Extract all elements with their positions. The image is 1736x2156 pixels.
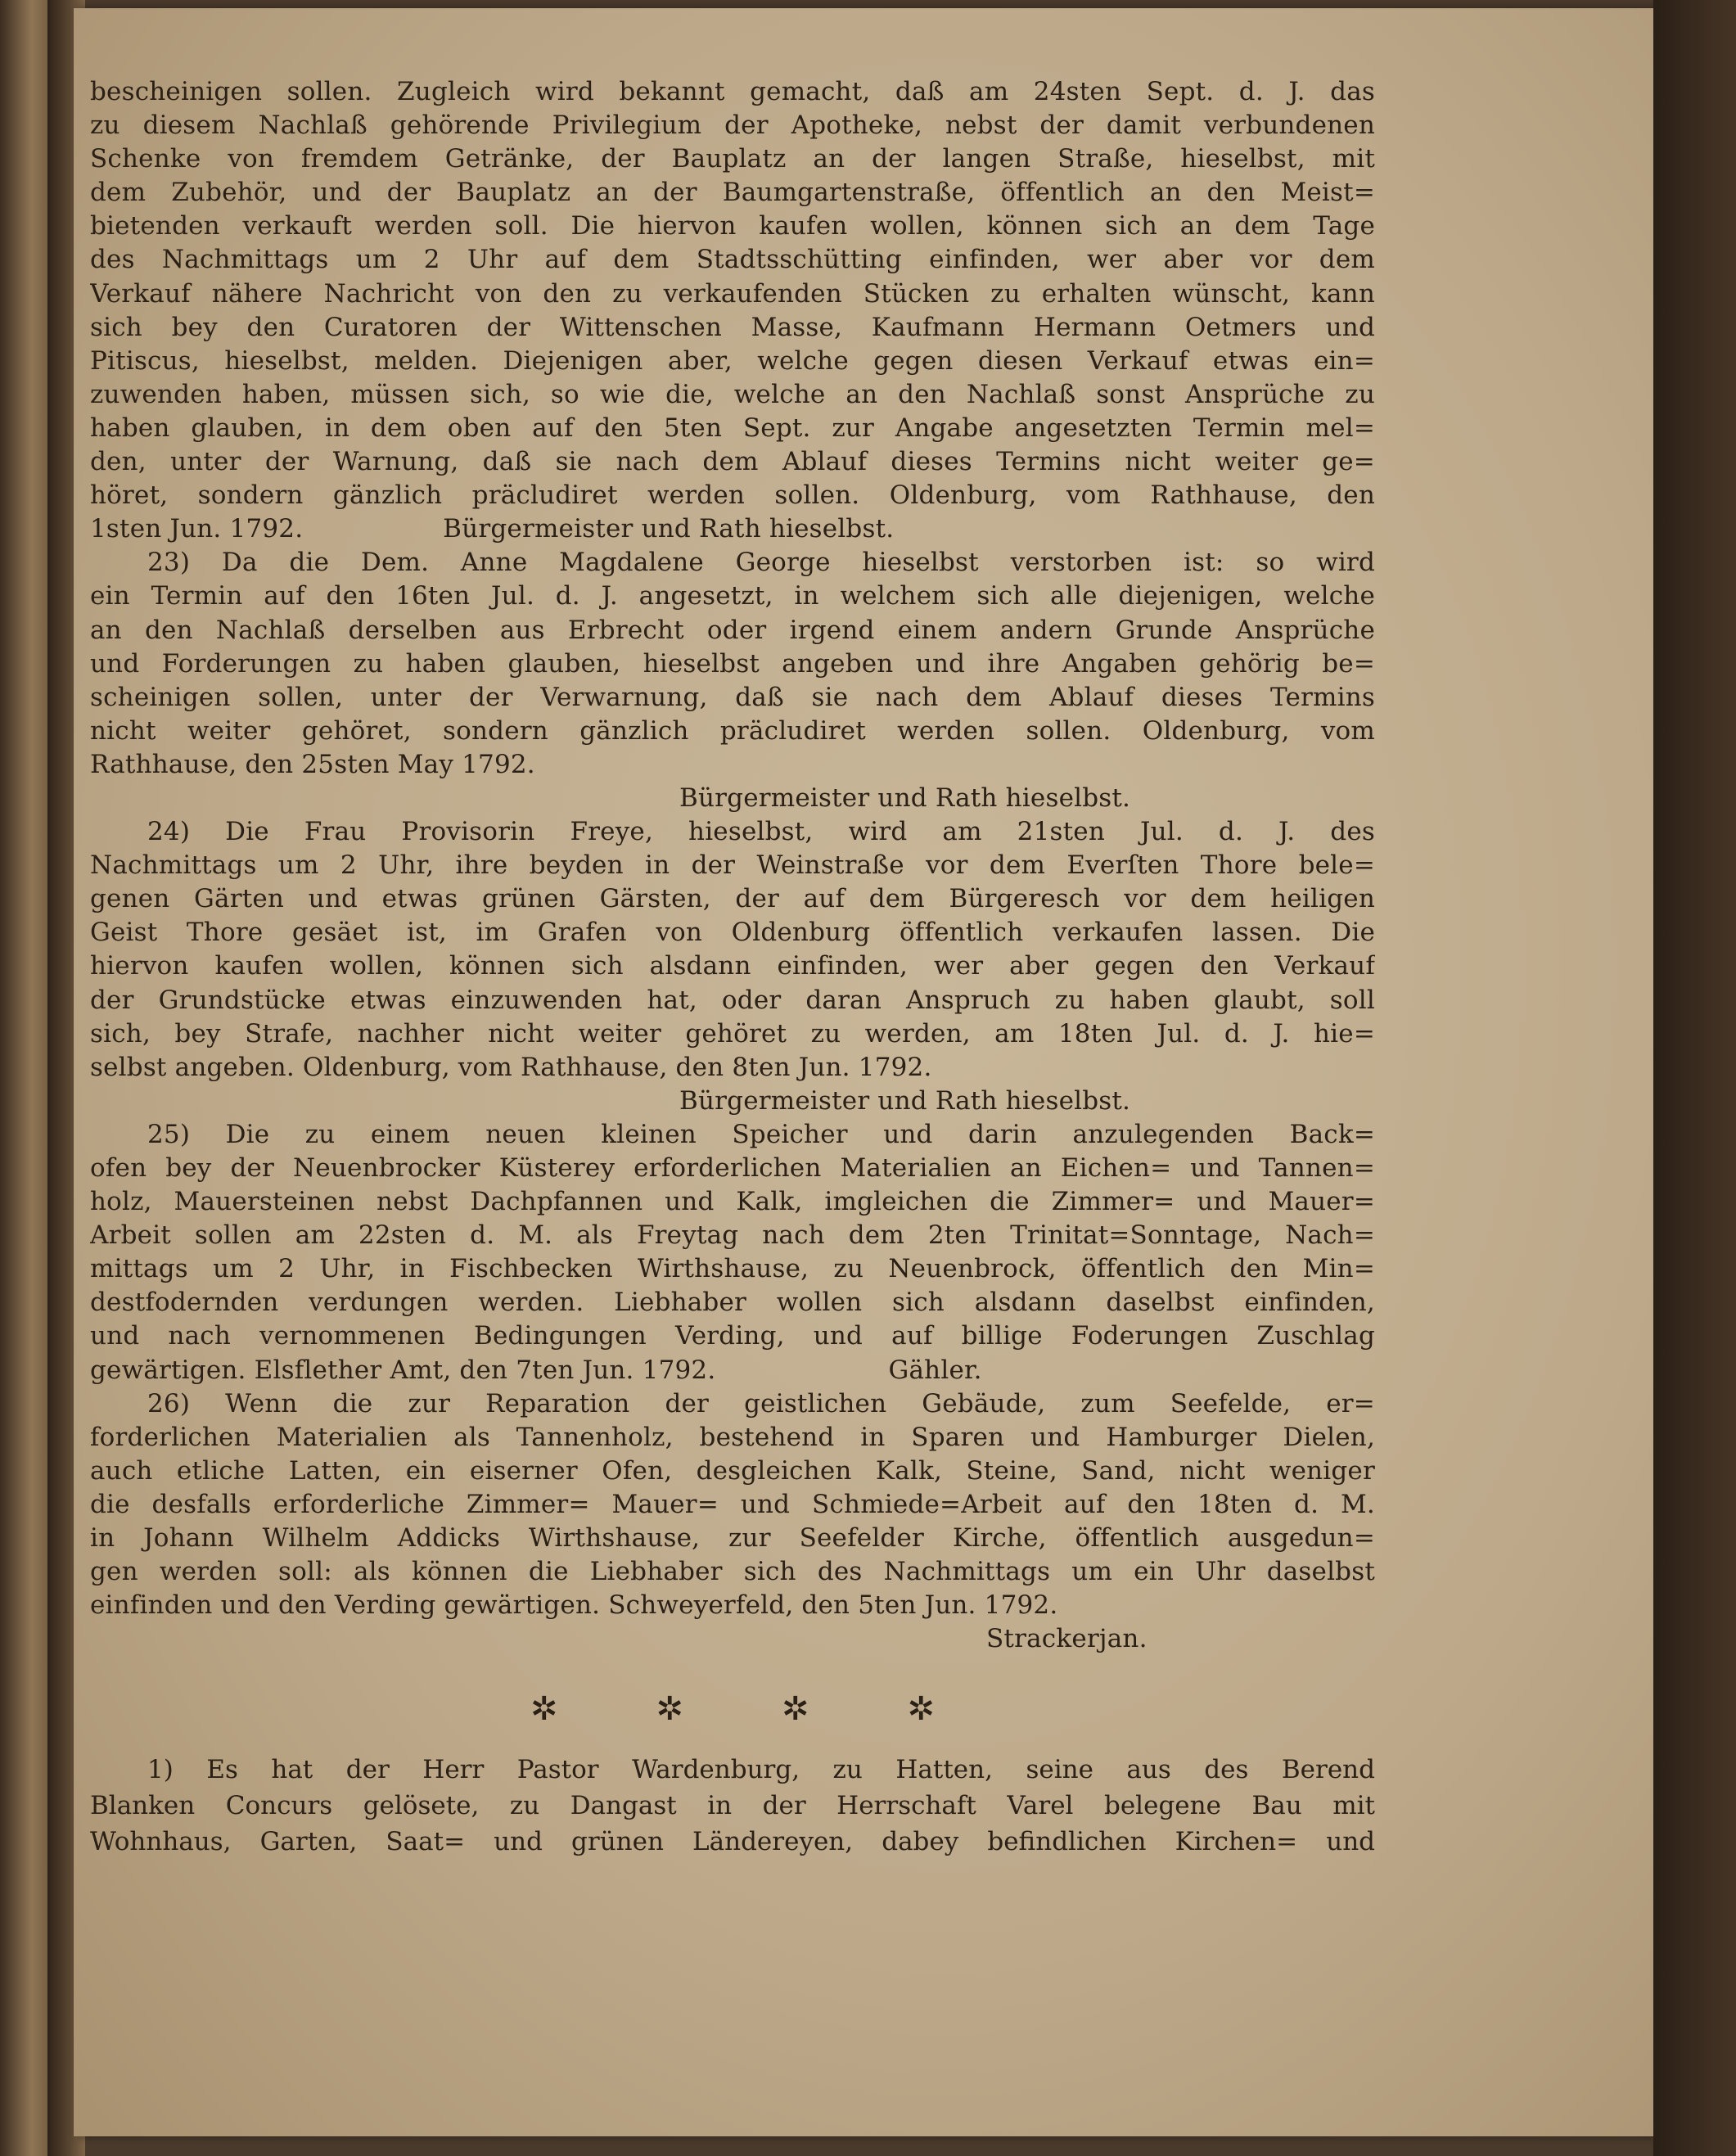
signature-line: Bürgermeister und Rath hieselbst. [679,1085,1131,1116]
text-line: haben glauben, in dem oben auf den 5ten Sept. zur Angabe angesetzten Termin mel= [90,413,1375,443]
text-line: und nach vernommenen Bedingungen Verding, und auf billige Foderungen Zuschlag [90,1321,1375,1351]
text-line: gewärtigen. Elsflether Amt, den 7ten Jun. 1792. Gähler. [90,1355,982,1385]
text-line: nicht weiter gehöret, sondern gänzlich präcludiret werden sollen. Oldenburg, vom [90,715,1375,746]
text-line: holz, Mauersteinen nebst Dachpfannen und Kalk, imgleichen die Zimmer= und Mauer= [90,1187,1375,1217]
asterism-icon: ✲ [656,1690,683,1728]
text-line: forderlichen Materialien als Tannenholz, bestehend in Sparen und Hamburger Dielen, [90,1422,1375,1452]
text-line: genen Gärten und etwas grünen Gärsten, der auf dem Bürgeresch vor dem heiligen [90,884,1375,914]
text-line: einfinden und den Verding gewärtigen. Schweyerfeld, den 5ten Jun. 1792. [90,1590,1058,1621]
scan-background [1653,0,1736,2156]
text-line: den, unter der Warnung, daß sie nach dem Ablauf dieses Termins nicht weiter ge= [90,447,1375,477]
text-line: ein Termin auf den 16ten Jul. d. J. angesetzt, in welchem sich alle diejenigen, welche [90,581,1375,611]
text-line: der Grundstücke etwas einzuwenden hat, oder daran Anspruch zu haben glaubt, soll [90,985,1375,1015]
text-line: 1sten Jun. 1792. Bürgermeister und Rath hieselbst. [90,514,895,544]
text-line: Arbeit sollen am 22sten d. M. als Freytag nach dem 2ten Trinitat=Sonntage, Nach= [90,1220,1375,1251]
text-line: Geist Thore gesäet ist, im Grafen von Oldenburg öffentlich verkaufen lassen. Die [90,918,1375,948]
text-line: selbst angeben. Oldenburg, vom Rathhause, den 8ten Jun. 1792. [90,1052,932,1082]
asterism-icon: ✲ [907,1690,936,1728]
text-line: dem Zubehör, und der Bauplatz an der Baumgartenstraße, öffentlich an den Meist= [90,178,1375,208]
text-line: Nachmittags um 2 Uhr, ihre beyden in der Weinstraße vor dem Everſten Thore bele= [90,850,1375,881]
text-line: Pitiscus, hieselbst, melden. Diejenigen aber, welche gegen diesen Verkauf etwas ein= [90,345,1375,376]
text-line: bescheinigen sollen. Zugleich wird bekannt gemacht, daß am 24sten Sept. d. J. das [90,77,1375,106]
text-line: mittags um 2 Uhr, in Fischbecken Wirthshause, zu Neuenbrock, öffentlich den Min= [90,1254,1375,1284]
text-line: zuwenden haben, müssen sich, so wie die, welche an den Nachlaß sonst Ansprüche zu [90,379,1375,409]
asterism-icon: ✲ [530,1690,558,1728]
signature-line: Strackerjan. [986,1624,1148,1654]
text-line: 24) Die Frau Provisorin Freye, hieselbst, wird am 21sten Jul. d. J. des [147,817,1375,847]
text-line: Wohnhaus, Garten, Saat= und grünen Ländereyen, dabey befindlichen Kirchen= und [90,1827,1375,1856]
text-line: zu diesem Nachlaß gehörende Privilegium der Apotheke, nebst der damit verbundenen [90,111,1375,141]
text-line: höret, sondern gänzlich präcludiret werden sollen. Oldenburg, vom Rathhause, den [90,480,1375,511]
text-line: sich, bey Strafe, nachher nicht weiter gehöret zu werden, am 18ten Jul. d. J. hie= [90,1018,1375,1049]
text-line: des Nachmittags um 2 Uhr auf dem Stadtsschütting einfinden, wer aber vor dem [90,245,1375,275]
signature-line: Bürgermeister und Rath hieselbst. [679,783,1131,813]
text-line: ofen bey der Neuenbrocker Küsterey erforderlichen Materialien an Eichen= und Tannen= [90,1153,1375,1183]
next-section-text [90,1752,1375,1860]
text-line: und Forderungen zu haben glauben, hieselbst angeben und ihre Angaben gehörig be= [90,648,1375,679]
text-line: Blanken Concurs gelösete, zu Dangast in der Herrschaft Varel belegene Bau mit [90,1791,1375,1820]
text-line: die desfalls erforderliche Zimmer= Mauer= und Schmiede=Arbeit auf den 18ten d. M. [90,1489,1375,1519]
text-line: an den Nachlaß derselben aus Erbrecht oder irgend einem andern Grunde Ansprüche [90,615,1375,645]
asterism-icon: ✲ [782,1690,809,1728]
text-line: auch etliche Latten, ein eiserner Ofen, desgleichen Kalk, Steine, Sand, nicht weniger [90,1455,1375,1486]
text-line: 1) Es hat der Herr Pastor Wardenburg, zu Hatten, seine aus des Berend [147,1755,1375,1784]
text-line: Schenke von fremdem Getränke, der Bauplatz an der langen Straße, hieselbst, mit [90,144,1375,174]
text-line: 25) Die zu einem neuen kleinen Speicher und darin anzulegenden Back= [147,1119,1375,1149]
text-line: sich bey den Curatoren der Wittenschen Masse, Kaufmann Hermann Oetmers und [90,312,1375,342]
notice-text-block [90,75,1375,1656]
text-line: bietenden verkauft werden soll. Die hiervon kaufen wollen, können sich an dem Tage [90,211,1375,241]
text-line: Rathhause, den 25sten May 1792. [90,749,535,779]
text-line: destfodernden verdungen werden. Liebhaber wollen sich alsdann daselbst einfinden, [90,1288,1375,1318]
text-line: 23) Da die Dem. Anne Magdalene George hieselbst verstorben ist: so wird [147,548,1375,578]
text-line: Verkauf nähere Nachricht von den zu verkaufenden Stücken zu erhalten wünscht, kann [90,278,1375,309]
text-line: in Johann Wilhelm Addicks Wirthshause, zur Seefelder Kirche, öffentlich ausgedun= [90,1523,1375,1554]
text-line: hiervon kaufen wollen, können sich alsdann einfinden, wer aber gegen den Verkauf [90,951,1375,981]
text-line: gen werden soll: als können die Liebhaber sich des Nachmittags um ein Uhr daselbst [90,1557,1375,1587]
section-divider-ornaments [90,1685,1375,1734]
text-line: scheinigen sollen, unter der Verwarnung, daß sie nach dem Ablauf dieses Termins [90,682,1375,712]
text-line: 26) Wenn die zur Reparation der geistlichen Gebäude, zum Seefelde, er= [147,1388,1375,1419]
